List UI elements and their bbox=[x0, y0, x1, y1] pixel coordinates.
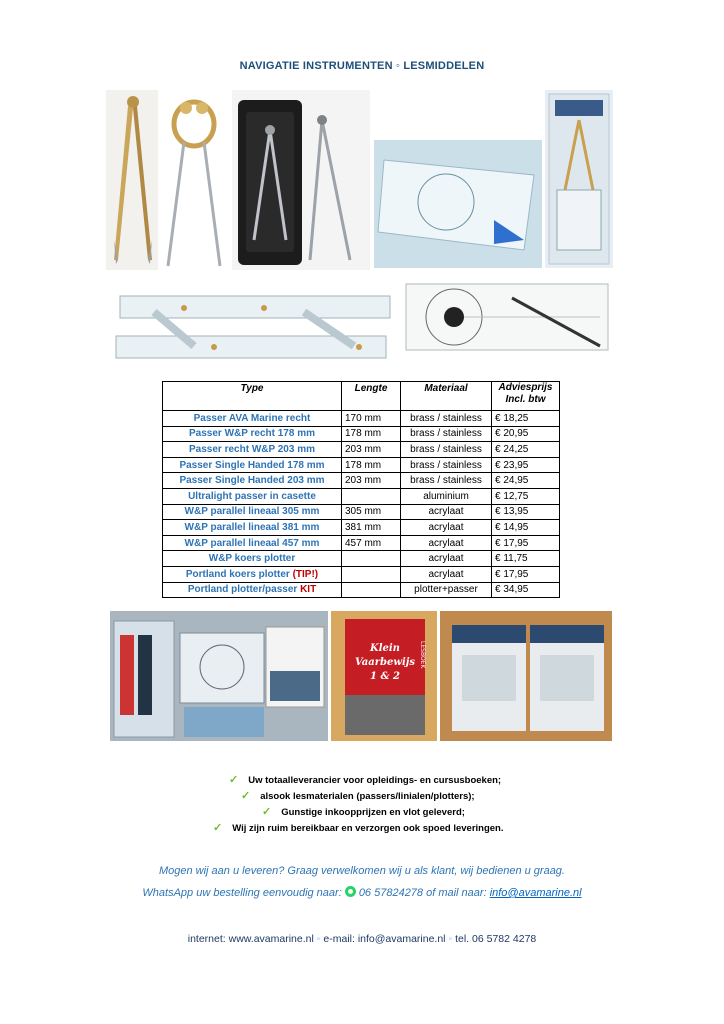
row-type: Passer Single Handed 203 mm bbox=[163, 473, 342, 489]
row-materiaal: acrylaat bbox=[401, 566, 492, 582]
compass-set-photo bbox=[232, 90, 370, 270]
table-row bbox=[163, 566, 560, 582]
closing-line1: Mogen wij aan u leveren? Graag verwelkomen wij u als klant, wij bedienen u graag. bbox=[158, 865, 565, 877]
row-type: W&P parallel lineaal 381 mm bbox=[163, 520, 342, 536]
portland-plotter-image bbox=[404, 282, 610, 352]
table-row bbox=[163, 582, 560, 598]
row-materiaal: brass / stainless bbox=[401, 473, 492, 489]
row-type: W&P parallel lineaal 305 mm bbox=[163, 504, 342, 520]
table-row bbox=[163, 551, 560, 567]
header-adviesprijs bbox=[492, 382, 560, 411]
compass-case-image bbox=[232, 90, 370, 270]
course-plotter-image bbox=[374, 140, 542, 268]
row-prijs: € 24,25 bbox=[492, 442, 560, 458]
row-materiaal: brass / stainless bbox=[401, 411, 492, 427]
bullet-item bbox=[213, 821, 503, 834]
row-materiaal: acrylaat bbox=[401, 551, 492, 567]
plotter-photo bbox=[374, 140, 542, 268]
table-row bbox=[163, 488, 560, 504]
bullet-item bbox=[229, 773, 501, 786]
teaching-materials-box-image bbox=[110, 611, 328, 741]
row-lengte bbox=[342, 582, 401, 598]
price-table bbox=[162, 381, 560, 598]
row-type: Ultralight passer in casette bbox=[163, 488, 342, 504]
table-row bbox=[163, 457, 560, 473]
row-type: W&P koers plotter bbox=[163, 551, 342, 567]
row-materiaal: brass / stainless bbox=[401, 457, 492, 473]
row-lengte: 170 mm bbox=[342, 411, 401, 427]
row-type bbox=[163, 582, 342, 598]
row-prijs: € 11,75 bbox=[492, 551, 560, 567]
portland-plotter-photo bbox=[404, 282, 610, 352]
row-lengte: 203 mm bbox=[342, 442, 401, 458]
row-type: Passer recht W&P 203 mm bbox=[163, 442, 342, 458]
tip-badge: (TIP!) bbox=[292, 568, 319, 580]
check-icon: ✓ bbox=[229, 774, 239, 786]
footer bbox=[0, 933, 724, 945]
row-type: Passer AVA Marine recht bbox=[163, 411, 342, 427]
row-materiaal: brass / stainless bbox=[401, 442, 492, 458]
bullet-text: Gunstige inkoopprijzen en vlot geleverd; bbox=[281, 807, 465, 818]
books-box-image bbox=[440, 611, 612, 741]
table-row bbox=[163, 411, 560, 427]
book-photo-2 bbox=[440, 611, 612, 741]
row-materiaal: acrylaat bbox=[401, 535, 492, 551]
header-materiaal: Materiaal bbox=[401, 382, 492, 411]
single-handed-dividers-image bbox=[160, 90, 228, 270]
footer-email[interactable]: e-mail: info@avamarine.nl bbox=[323, 933, 446, 945]
row-prijs: € 13,95 bbox=[492, 504, 560, 520]
brass-dividers-image bbox=[106, 90, 158, 270]
bullet-text: alsook lesmaterialen (passers/linialen/plotters); bbox=[260, 791, 475, 802]
book-side-label: LESBOEK bbox=[419, 641, 426, 669]
row-prijs: € 14,95 bbox=[492, 520, 560, 536]
row-lengte bbox=[342, 566, 401, 582]
row-type-text: Portland koers plotter bbox=[185, 568, 293, 580]
check-icon: ✓ bbox=[213, 822, 223, 834]
book-title-line2: Vaarbewijs bbox=[354, 657, 416, 668]
row-materiaal: plotter+passer bbox=[401, 582, 492, 598]
kit-badge: KIT bbox=[300, 584, 317, 596]
row-lengte: 457 mm bbox=[342, 535, 401, 551]
bullet-item bbox=[241, 789, 475, 802]
closing-text bbox=[0, 860, 724, 904]
dividers-photo-2 bbox=[160, 90, 228, 270]
header-type: Type bbox=[163, 382, 342, 411]
klein-vaarbewijs-book-image bbox=[331, 611, 437, 741]
row-type bbox=[163, 566, 342, 582]
row-prijs: € 34,95 bbox=[492, 582, 560, 598]
row-type: Passer Single Handed 178 mm bbox=[163, 457, 342, 473]
table-header-row bbox=[163, 382, 560, 411]
phone-number[interactable]: 06 57824278 bbox=[358, 887, 424, 899]
check-icon: ✓ bbox=[241, 790, 251, 802]
row-lengte: 178 mm bbox=[342, 426, 401, 442]
row-materiaal: acrylaat bbox=[401, 520, 492, 536]
row-materiaal: aluminium bbox=[401, 488, 492, 504]
row-lengte bbox=[342, 488, 401, 504]
products-box-photo bbox=[110, 611, 328, 741]
row-prijs: € 18,25 bbox=[492, 411, 560, 427]
check-icon: ✓ bbox=[262, 806, 272, 818]
row-prijs: € 12,75 bbox=[492, 488, 560, 504]
table-row bbox=[163, 442, 560, 458]
table-row bbox=[163, 473, 560, 489]
page-title: NAVIGATIE INSTRUMENTEN ◦ LESMIDDELEN bbox=[239, 60, 485, 72]
parallel-ruler-photo bbox=[114, 292, 396, 364]
row-materiaal: acrylaat bbox=[401, 504, 492, 520]
row-lengte: 305 mm bbox=[342, 504, 401, 520]
row-prijs: € 23,95 bbox=[492, 457, 560, 473]
row-prijs: € 17,95 bbox=[492, 566, 560, 582]
row-lengte: 381 mm bbox=[342, 520, 401, 536]
table-row bbox=[163, 535, 560, 551]
bullet-item bbox=[262, 805, 465, 818]
table-row bbox=[163, 504, 560, 520]
book-photo-1 bbox=[331, 611, 437, 741]
parallel-ruler-image bbox=[114, 292, 396, 364]
bullet-text: Uw totaalleverancier voor opleidings- en cursusboeken; bbox=[248, 775, 502, 786]
blister-pack-image bbox=[545, 90, 613, 268]
header-prijs-line2: Incl. btw bbox=[505, 394, 546, 405]
header-prijs-line1: Adviesprijs bbox=[498, 382, 553, 393]
blister-photo bbox=[545, 90, 613, 268]
footer-internet[interactable]: internet: www.avamarine.nl bbox=[187, 933, 314, 945]
row-lengte: 178 mm bbox=[342, 457, 401, 473]
whatsapp-icon bbox=[345, 886, 356, 897]
closing-prefix: WhatsApp uw bestelling eenvoudig naar: bbox=[142, 887, 345, 899]
row-materiaal: brass / stainless bbox=[401, 426, 492, 442]
row-lengte bbox=[342, 551, 401, 567]
footer-separator: ◦ bbox=[448, 933, 453, 945]
row-prijs: € 17,95 bbox=[492, 535, 560, 551]
footer-tel[interactable]: tel. 06 5782 4278 bbox=[455, 933, 537, 945]
row-type: W&P parallel lineaal 457 mm bbox=[163, 535, 342, 551]
row-prijs: € 24,95 bbox=[492, 473, 560, 489]
closing-middle: of mail naar: bbox=[423, 887, 490, 899]
book-title-line1: Klein bbox=[370, 643, 400, 654]
dividers-photo-1 bbox=[106, 90, 158, 270]
footer-separator: ◦ bbox=[316, 933, 321, 945]
row-type-text: Portland plotter/passer bbox=[187, 584, 301, 596]
row-lengte: 203 mm bbox=[342, 473, 401, 489]
book-title-line3: 1 & 2 bbox=[370, 671, 400, 682]
closing-line2 bbox=[0, 882, 724, 904]
bullet-text: Wij zijn ruim bereikbaar en verzorgen ook spoed leveringen. bbox=[232, 823, 504, 834]
row-prijs: € 20,95 bbox=[492, 426, 560, 442]
table-row bbox=[163, 426, 560, 442]
header-lengte: Lengte bbox=[342, 382, 401, 411]
email-link[interactable]: info@avamarine.nl bbox=[489, 887, 582, 899]
table-row bbox=[163, 520, 560, 536]
row-type: Passer W&P recht 178 mm bbox=[163, 426, 342, 442]
